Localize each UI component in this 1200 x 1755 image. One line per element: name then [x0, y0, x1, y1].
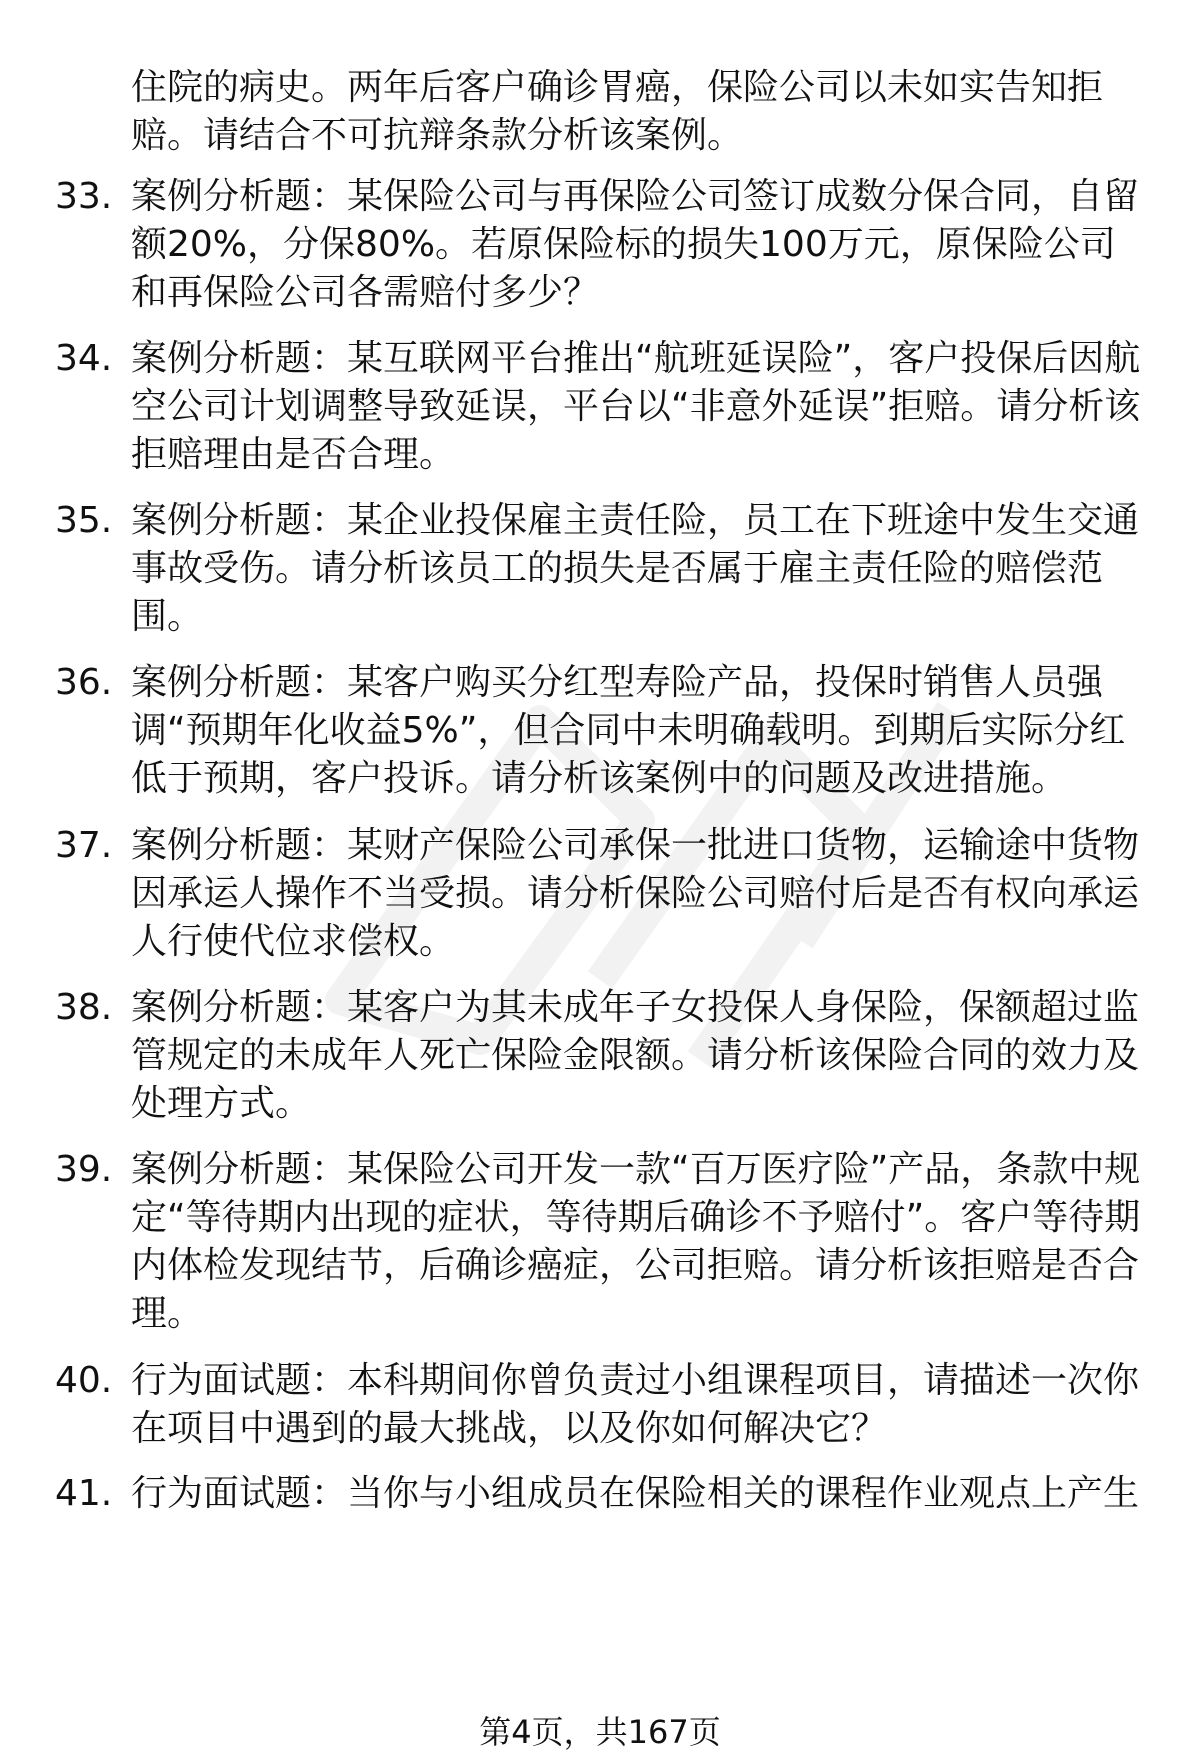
question-text: 案例分析题：某互联网平台推出“航班延误险”，客户投保后因航空公司计划调整导致延误，平台以“非意外延误”拒赔。请分析该拒赔理由是否合理。	[131, 338, 1141, 475]
question-text: 案例分析题：某客户购买分红型寿险产品，投保时销售人员强调“预期年化收益5%”，但合同中未明确载明。到期后实际分红低于预期，客户投诉。请分析该案例中的问题及改进措施。	[131, 662, 1126, 799]
question-number: 41.	[55, 1473, 113, 1514]
question-number: 39.	[55, 1149, 113, 1190]
question-text: 行为面试题：本科期间你曾负责过小组课程项目，请描述一次你在项目中遇到的最大挑战，以及你如何解决它？	[131, 1360, 1140, 1449]
continuation-text: 住院的病史。两年后客户确诊胃癌，保险公司以未如实告知拒赔。请结合不可抗辩条款分析该案例。	[131, 67, 1104, 156]
question-text: 案例分析题：某保险公司开发一款“百万医疗险”产品，条款中规定“等待期内出现的症状，等待期后确诊不予赔付”。客户等待期内体检发现结节，后确诊癌症，公司拒赔。请分析该拒赔是否合理。	[131, 1149, 1141, 1334]
question-number: 34.	[55, 338, 113, 379]
page-footer: 第4页，共167页	[479, 1713, 721, 1751]
question-34	[55, 335, 1150, 479]
question-number: 36.	[55, 662, 113, 703]
question-text: 案例分析题：某企业投保雇主责任险，员工在下班途中发生交通事故受伤。请分析该员工的损失是否属于雇主责任险的赔偿范围。	[131, 500, 1140, 637]
question-number: 33.	[55, 176, 113, 217]
question-text: 案例分析题：某保险公司与再保险公司签订成数分保合同，自留额20%，分保80%。若原保险标的损失100万元，原保险公司和再保险公司各需赔付多少？	[131, 176, 1140, 313]
question-37	[55, 822, 1150, 966]
question-38	[55, 984, 1150, 1128]
question-39	[55, 1146, 1150, 1338]
question-text: 案例分析题：某客户为其未成年子女投保人身保险，保额超过监管规定的未成年人死亡保险金限额。请分析该保险合同的效力及处理方式。	[131, 987, 1140, 1124]
question-35	[55, 497, 1150, 641]
question-40	[55, 1357, 1150, 1453]
question-36	[55, 659, 1150, 803]
question-number: 35.	[55, 500, 113, 541]
question-41	[55, 1470, 1150, 1518]
question-number: 40.	[55, 1360, 113, 1401]
question-number: 37.	[55, 825, 113, 866]
question-text: 案例分析题：某财产保险公司承保一批进口货物，运输途中货物因承运人操作不当受损。请分析保险公司赔付后是否有权向承运人行使代位求偿权。	[131, 825, 1140, 962]
question-number: 38.	[55, 987, 113, 1028]
question-text: 行为面试题：当你与小组成员在保险相关的课程作业观点上产生	[131, 1473, 1140, 1514]
question-33	[55, 173, 1150, 317]
